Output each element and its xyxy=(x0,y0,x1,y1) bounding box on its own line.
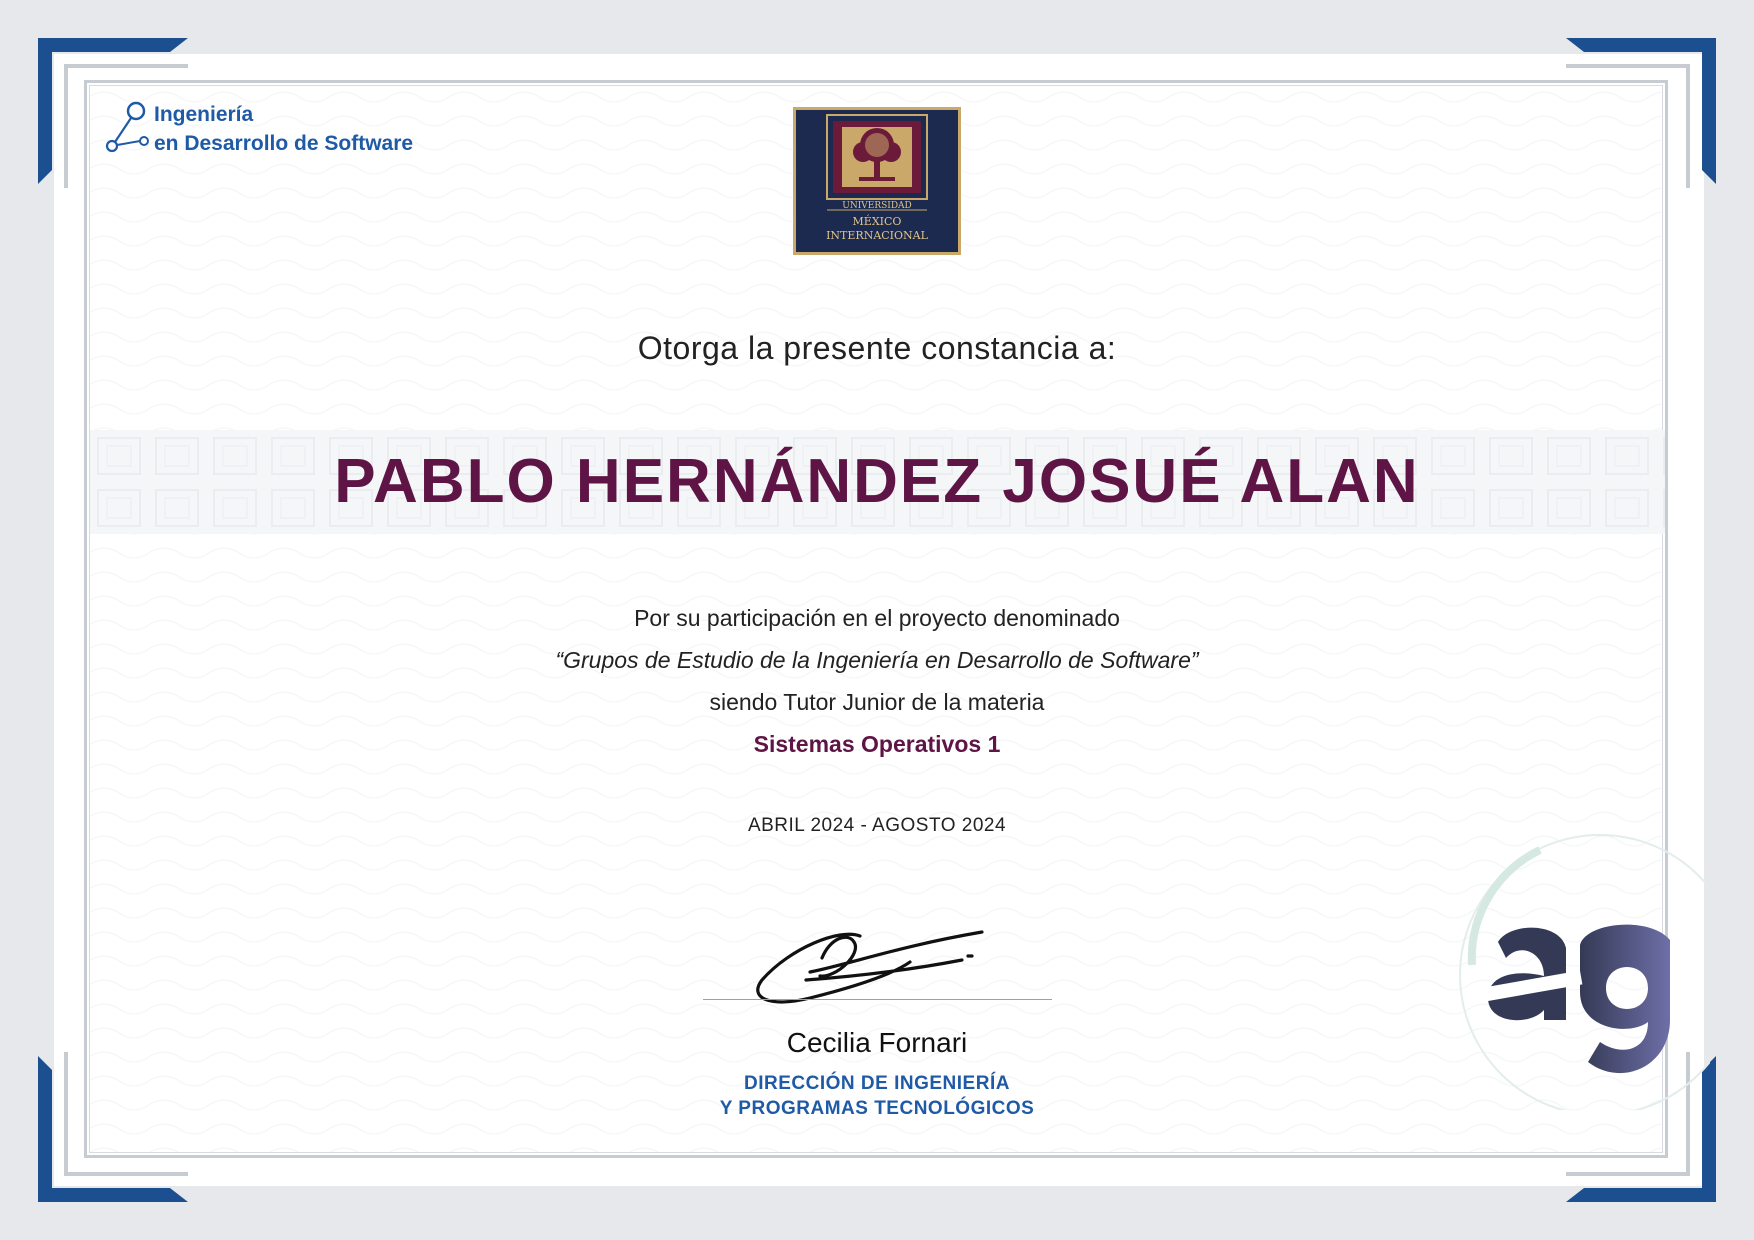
participation-text: Por su participación en el proyecto denominado xyxy=(634,605,1120,631)
subject-name: Sistemas Operativos 1 xyxy=(753,731,1001,757)
department-line2: Y PROGRAMAS TECNOLÓGICOS xyxy=(719,1098,1035,1119)
signature-mark xyxy=(750,918,1000,1018)
department-line1: DIRECCIÓN DE INGENIERÍA xyxy=(744,1073,1010,1094)
signer-name: Cecilia Fornari xyxy=(786,1027,968,1058)
period-dates: ABRIL 2024 - AGOSTO 2024 xyxy=(747,815,1007,836)
recipient-name: PABLO HERNÁNDEZ JOSUÉ ALAN xyxy=(334,447,1420,516)
program-logo-line1: Ingeniería xyxy=(154,103,254,126)
university-seal xyxy=(793,107,961,255)
awards-statement: Otorga la presente constancia a: xyxy=(637,330,1117,366)
project-name: “Grupos de Estudio de la Ingeniería en Desarrollo de Software” xyxy=(555,647,1199,673)
role-text: siendo Tutor Junior de la materia xyxy=(709,689,1045,715)
tree-emblem-icon xyxy=(842,127,912,187)
program-logo-line2: en Desarrollo de Software xyxy=(154,132,414,155)
ag-monogram-icon xyxy=(1410,830,1710,1110)
network-nodes-icon xyxy=(104,100,152,156)
seal-line3: INTERNACIONAL xyxy=(826,229,928,242)
seal-line1: UNIVERSIDAD xyxy=(842,201,912,211)
corner-bracket-top-right xyxy=(1566,38,1716,188)
signature-line xyxy=(703,999,1052,1000)
seal-line2: MÉXICO xyxy=(852,215,902,228)
program-logo xyxy=(104,100,413,158)
